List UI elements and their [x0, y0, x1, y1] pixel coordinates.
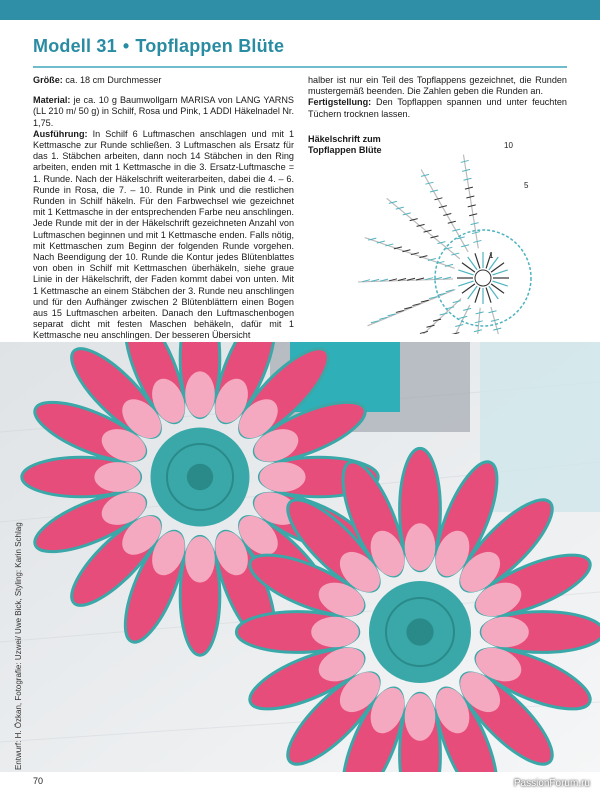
- size-label: Größe:: [33, 75, 63, 85]
- material-label: Material:: [33, 95, 71, 106]
- petal-inner: [94, 462, 140, 492]
- chart-petals: [358, 155, 518, 334]
- execution-label: Ausführung:: [33, 128, 88, 139]
- title-rule: [33, 66, 567, 68]
- chart-ring-stitch: [486, 288, 491, 303]
- round-number-5: 5: [524, 181, 529, 190]
- chart-stitch-mark: [451, 333, 459, 334]
- chart-ring-stitch: [458, 270, 473, 275]
- execution-paragraph: [33, 129, 294, 342]
- size-paragraph: [33, 75, 294, 86]
- finishing-text: Den Topflappen spannen und unter feuchten Tüchern trocknen lassen.: [308, 97, 567, 119]
- petal-inner: [481, 617, 529, 648]
- petal-inner: [405, 523, 436, 571]
- page-number: 70: [33, 776, 44, 786]
- round-number-10: 10: [504, 141, 513, 150]
- header-bar: [0, 0, 600, 20]
- size-text: ca. 18 cm Durchmesser: [62, 75, 162, 85]
- title-separator: •: [122, 36, 130, 56]
- chart-petal-axis: [421, 169, 468, 252]
- petal-inner: [405, 693, 436, 741]
- crochet-potholders-photo: [0, 342, 600, 772]
- chart-petal-axis: [463, 155, 478, 249]
- diagram-caption: Häkelschrift zum Topflappen Blüte: [308, 134, 382, 156]
- execution-text: In Schilf 6 Luftmaschen anschlagen und mit 1 Kettmasche zur Runde schließen. 3 Luftmaschen als Ersatz für das 1. Stäbchen arbeiten, dann noch 14 Stäbchen in den Ring arbeiten, enden mit 1 Kettmasche in die 3. Ersatz-Luftmasche = 1. Runde. Nach der Häkelschrift weiterarbeiten, dabei die 4. – 6. Runde in Rosa, die 7. – 10. Runde in Pink und die restlichen Runden in Schilf häkeln. Für den Farbwechsel wie gezeichnet mit 1 Kettmasche in der entsprechenden Farbe neu anschlingen. Jede Runde mit der in der Häkelschrift gezeichneten Anzahl von Luftmaschen beginnen und mit 1 Kettmasche enden. Falls nötig, mit Kettmaschen zum Beginn der folgenden Runde vorgehen. Nach Beendigung der 10. Runde die Kontur jedes Blütenblattes von oben in Schilf mit Kettmaschen überhäkeln, siehe graue Linie in der Häkelschrift, der Faden kommt dabei von unten. Mit 1 Kettmasche an einem Stäbchen der 3. Runde neu anschlingen und für den Aufhänger zwischen 2 Blütenblättern einen Bogen aus 15 Luftmaschen arbeiten. Danach den Luftmaschenbogen separat dicht mit festen Maschen behäkeln, dafür mit 1 Kettmasche neu anschlingen. Der besseren Übersicht: [33, 128, 294, 341]
- material-paragraph: [33, 95, 294, 129]
- chart-ring-stitch: [475, 253, 480, 268]
- instructions-left-column: [33, 75, 294, 342]
- watermark: PassionForum.ru: [513, 778, 590, 789]
- finishing-label: Fertigstellung:: [308, 97, 372, 108]
- material-text: je ca. 10 g Baumwollgarn MARISA von LANG YARNS (LL 210 m/ 50 g) in Schilf, Rosa und Pink, 1 ADDI Häkelnadel Nr. 1,75.: [33, 95, 294, 128]
- chart-petal-axis: [365, 238, 455, 269]
- petal-inner: [185, 371, 215, 417]
- chart-ring-stitch: [493, 281, 508, 286]
- chart-petal-axis: [392, 299, 461, 334]
- chart-ring-stitch: [493, 270, 508, 275]
- page-title: [33, 36, 284, 57]
- finishing-paragraph: [308, 97, 567, 119]
- chart-center-circle: [475, 270, 491, 286]
- round-number-1: 1: [489, 251, 494, 260]
- photo-credit: Entwurf: H. Özkan, Fotografie: Uzwei/ Uwe Bick, Styling: Karin Schlag: [14, 522, 23, 770]
- petal-inner: [311, 617, 359, 648]
- chart-petal-axis: [387, 198, 460, 259]
- chart-ring-stitch: [458, 281, 473, 286]
- crochet-chart-diagram: [318, 128, 567, 334]
- chart-ring-stitch: [475, 288, 480, 303]
- petal-inner: [185, 536, 215, 582]
- continuation-paragraph: halber ist nur ein Teil des Topflappens gezeichnet, die Runden mustergemäß beenden. Die Zahlen geben die Runden an.: [308, 75, 567, 97]
- model-name: Topflappen Blüte: [135, 36, 285, 56]
- model-number: Modell 31: [33, 36, 117, 56]
- flower-center-dot: [187, 464, 213, 490]
- flower-center-dot: [406, 618, 433, 645]
- instructions-right-column: [308, 75, 567, 120]
- petal-inner: [259, 462, 305, 492]
